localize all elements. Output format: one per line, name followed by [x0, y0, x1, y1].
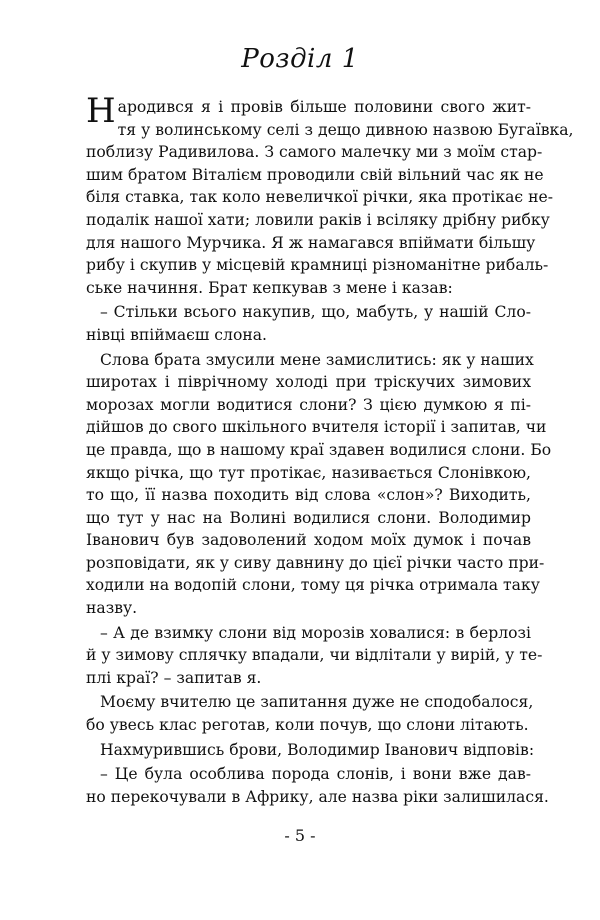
text-line: плі краї? – запитав я. — [86, 668, 262, 687]
text-line: то що, її назва походить від слова «слон»? Виходить, — [86, 486, 531, 505]
text-line: це правда, що в нашому краї здавен водилися слони. Бо — [86, 440, 552, 459]
drop-cap: Н — [86, 91, 116, 131]
text-line: дійшов до свого шкільного вчителя історії і запитав, чи — [86, 418, 547, 437]
text-line: рибу і скупив у місцевій крамниці різноманітне рибаль- — [86, 256, 549, 275]
text-line: – А де взимку слони від морозів ховалися: в берлозі — [100, 623, 531, 642]
text-line: широтах і піврічному холоді при тріскучих зимових — [86, 373, 531, 392]
text-line: ародився я і провів більше половини свого жит- — [117, 98, 531, 116]
text-line: ське начиння. Брат кепкував з мене і казав: — [86, 278, 453, 297]
text-line: поблизу Радивилова. З самого малечку ми з моїм стар- — [86, 143, 543, 162]
page-number: - 5 - — [284, 826, 316, 845]
text-line: подалік нашої хати; ловили раків і всіляку дрібну рибку — [86, 210, 550, 229]
text-line: ходили на водопій слони, тому ця річка отримала таку — [86, 576, 540, 595]
text-line: тя у волинському селі з дещо дивною назвою Бугаївка, — [117, 120, 574, 139]
text-line: для нашого Мурчика. Я ж намагався впіймати більшу — [86, 233, 536, 252]
text-line: но перекочували в Африку, але назва ріки залишилася. — [86, 787, 549, 806]
paragraph — [86, 691, 534, 736]
text-line: морозах могли водитися слони? З цією думкою я пі- — [86, 395, 531, 414]
text-line: Нахмурившись брови, Володимир Іванович відповів: — [100, 740, 535, 759]
text-line: нівці впіймаєш слона. — [86, 325, 267, 344]
paragraph — [86, 763, 549, 808]
text-line: Слова брата змусили мене замислитись: як у наших — [100, 350, 534, 369]
text-line: що тут у нас на Волині водилися слони. Володимир — [86, 508, 531, 527]
text-line: – Стільки всього накупив, що, мабуть, у нашій Сло- — [100, 303, 531, 322]
paragraph — [86, 91, 574, 299]
paragraph — [86, 622, 543, 690]
text-line: Моєму вчителю це запитання дуже не сподобалося, — [100, 693, 534, 712]
chapter-title: Розділ 1 — [241, 44, 359, 74]
text-line: розповідати, як у сиву давнину до цієї річки часто при- — [86, 553, 545, 572]
text-line: й у зимову сплячку впадали, чи відлітали у вирій, у те- — [86, 646, 543, 665]
text-line: якщо річка, що тут протікає, називається Слонівкою, — [86, 463, 531, 482]
body-text — [86, 91, 574, 808]
text-line: Іванович був задоволений ходом моїх думок і почав — [86, 531, 531, 550]
text-line: – Це була особлива порода слонів, і вони вже дав- — [100, 765, 531, 784]
text-line: бо увесь клас реготав, коли почув, що слони літають. — [86, 716, 529, 735]
paragraph — [86, 349, 552, 620]
text-line: шим братом Віталієм проводили свій вільний час як не — [86, 165, 544, 184]
paragraph — [86, 301, 531, 346]
paragraph — [86, 739, 535, 762]
text-line: назву. — [86, 599, 138, 618]
text-line: біля ставка, так коло невеличкої річки, яка протікає не- — [86, 188, 553, 207]
